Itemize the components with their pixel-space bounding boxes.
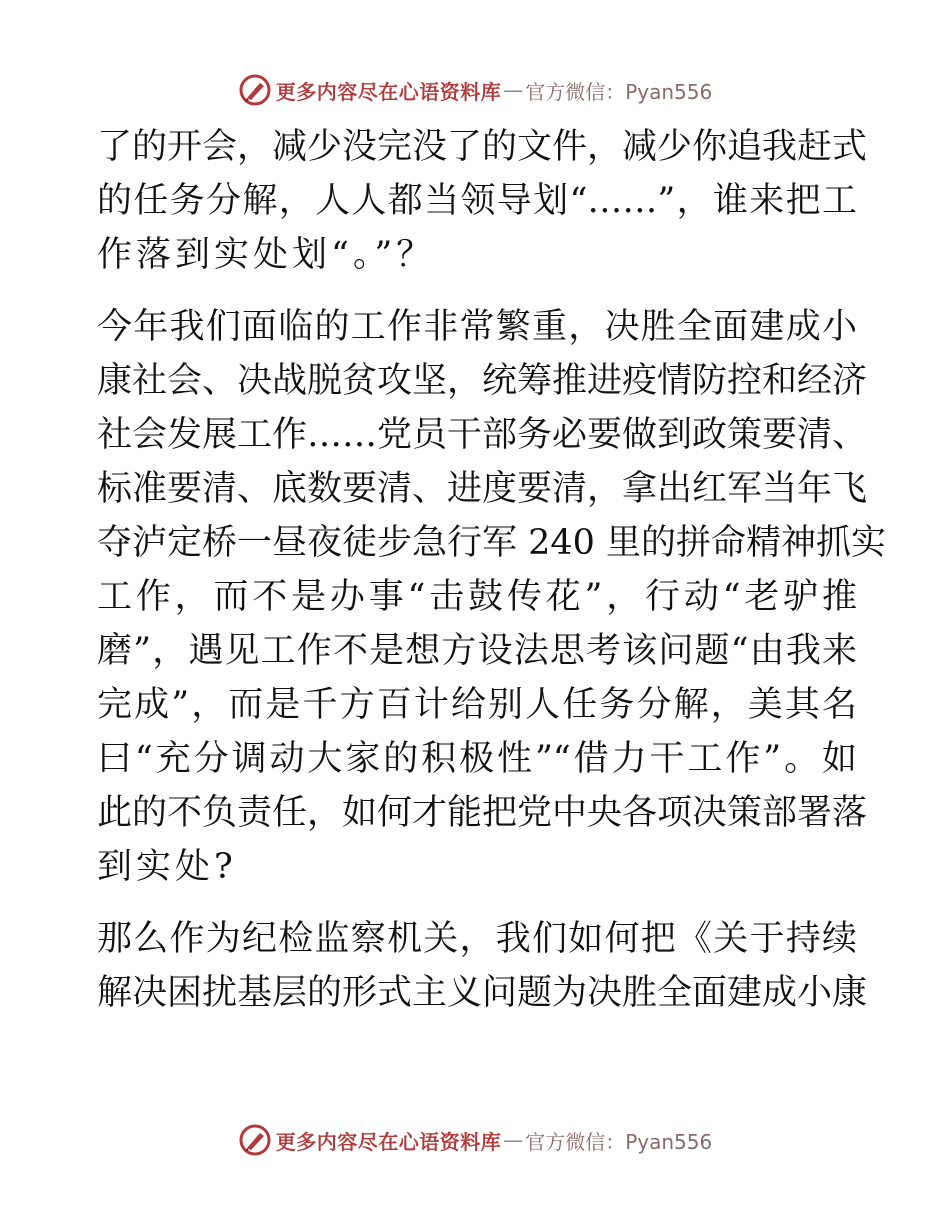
text-line: 那么作为纪检监察机关，我们如何把《关于持续 [97, 919, 857, 959]
text-line: 此的不负责任，如何才能把党中央各项决策部署落 [97, 793, 868, 833]
paragraph-1 [97, 120, 868, 282]
text-line: 作落到实处划“。”？ [97, 235, 436, 275]
text-line: 工作，而不是办事“击鼓传花”，行动“老驴推 [97, 577, 857, 617]
paragraph-3 [97, 912, 868, 1020]
pen-logo-icon [238, 1123, 272, 1157]
paragraph-2 [97, 300, 887, 894]
footer-watermark [0, 1120, 950, 1160]
text-line: 曰“充分调动大家的积极性”“借力干工作”。如 [97, 739, 857, 779]
watermark-brand: 更多内容尽在心语资料库 [275, 1129, 502, 1154]
text-line: 完成”，而是千方百计给别人任务分解，美其名 [97, 685, 857, 725]
watermark-wechat: 官方微信：Pyan556 [525, 79, 713, 104]
text-line: 今年我们面临的工作非常繁重，决胜全面建成小 [97, 307, 857, 347]
pen-logo-icon [238, 73, 272, 107]
text-line: 到实处? [97, 847, 237, 887]
text-line: 磨”，遇见工作不是想方设法思考该问题“由我来 [97, 631, 857, 671]
watermark-separator: — [503, 78, 524, 102]
text-line: 康社会、决战脱贫攻坚，统筹推进疫情防控和经济 [97, 361, 868, 401]
header-watermark [0, 70, 950, 110]
text-line: 夺泸定桥一昼夜徒步急行军 240 里的拼命精神抓实 [97, 523, 887, 563]
text-line: 社会发展工作……党员干部务必要做到政策要清、 [97, 415, 868, 455]
text-line: 的任务分解，人人都当领导划“……”，谁来把工 [97, 181, 857, 221]
watermark-wechat: 官方微信：Pyan556 [525, 1129, 713, 1154]
watermark-brand: 更多内容尽在心语资料库 [275, 79, 502, 104]
text-line: 了的开会，减少没完没了的文件，减少你追我赶式 [97, 127, 868, 167]
document-body [97, 120, 887, 1020]
watermark-separator: — [503, 1128, 524, 1152]
text-line: 解决困扰基层的形式主义问题为决胜全面建成小康 [97, 973, 868, 1013]
text-line: 标准要清、底数要清、进度要清，拿出红军当年飞 [97, 469, 868, 509]
